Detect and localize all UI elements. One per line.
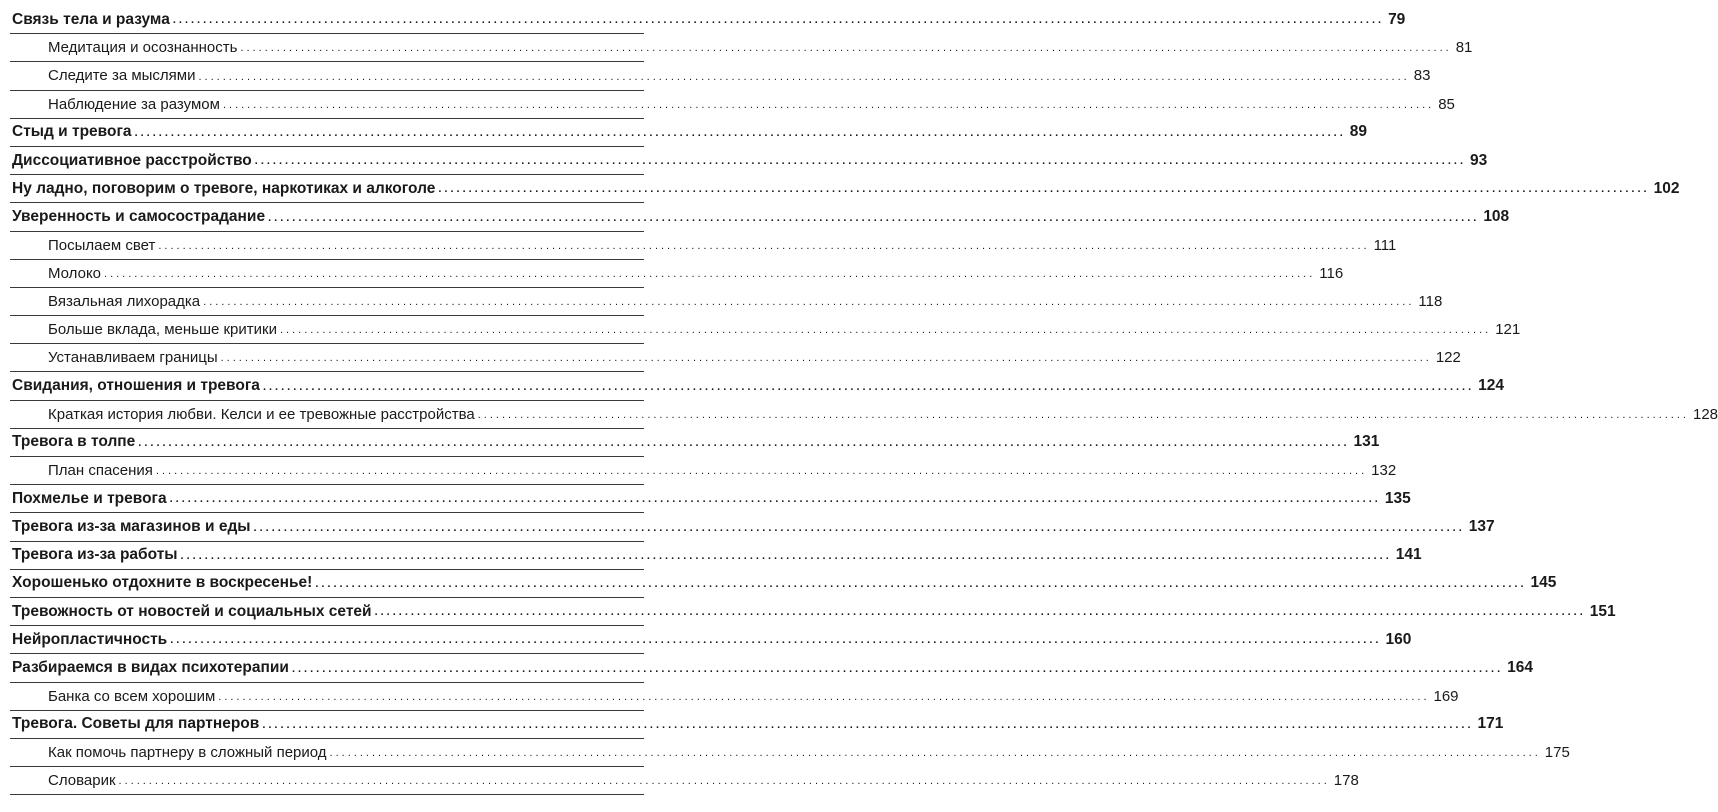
toc-section-entry [10, 91, 1455, 119]
dot-leader: ........................................................................................................................................................................................................ [170, 634, 1382, 647]
dot-leader: ........................................................................................................................................................................................................ [268, 211, 1480, 224]
toc-entry-title: Уверенность и самосострадание [12, 207, 266, 225]
toc-chapter-entry [10, 570, 1557, 598]
dot-leader: ........................................................................................................................................................................................................ [262, 380, 1475, 393]
toc-entry-title: Нейропластичность [12, 630, 168, 648]
toc-entry-title: План спасения [48, 462, 153, 480]
toc-chapter-entry [10, 119, 1368, 147]
toc-entry-title: Устанавливаем границы [48, 349, 218, 367]
toc-entry-page-number: 89 [1349, 123, 1368, 141]
toc-section-entry [10, 739, 1570, 767]
toc-entry-title: Тревога. Советы для партнеров [12, 715, 260, 733]
toc-section-entry [10, 288, 1443, 316]
toc-entry-page-number: 116 [1319, 264, 1344, 282]
toc-entry-title: Тревога из-за магазинов и еды [12, 517, 251, 535]
toc-entry-title: Посылаем свет [48, 236, 156, 254]
dot-leader: ........................................................................................................................................................................................................ [218, 690, 1430, 703]
toc-entry-page-number: 132 [1371, 462, 1397, 480]
toc-entry-title: Молоко [48, 264, 102, 282]
dot-leader: ........................................................................................................................................................................................................ [203, 296, 1415, 309]
dot-leader: ........................................................................................................................................................................................................ [180, 549, 1392, 562]
toc-entry-title: Тревога из-за работы [12, 546, 178, 564]
dot-leader: ........................................................................................................................................................................................................ [291, 662, 1504, 675]
dot-leader: ........................................................................................................................................................................................................ [138, 437, 1350, 449]
toc-entry-page-number: 145 [1530, 574, 1557, 592]
toc-entry-page-number: 118 [1418, 292, 1443, 310]
toc-entry-page-number: 108 [1483, 207, 1510, 225]
dot-leader: ........................................................................................................................................................................................................ [220, 352, 1432, 365]
toc-entry-page-number: 160 [1385, 630, 1412, 648]
toc-chapter-entry [10, 485, 1411, 513]
toc-entry-page-number: 141 [1395, 546, 1422, 564]
toc-chapter-entry [10, 175, 1680, 203]
toc-entry-page-number: 85 [1438, 95, 1455, 113]
toc-entry-title: Банка со всем хорошим [48, 687, 216, 705]
toc-entry-page-number: 102 [1653, 179, 1680, 197]
dot-leader: ........................................................................................................................................................................................................ [158, 239, 1370, 252]
toc-entry-title: Как помочь партнеру в сложный период [48, 743, 327, 761]
toc-entry-page-number: 81 [1455, 39, 1473, 57]
dot-leader: ........................................................................................................................................................................................................ [329, 747, 1541, 760]
toc-section-entry [10, 316, 1521, 344]
toc-chapter-entry [10, 598, 1616, 626]
toc-entry-title: Свидания, отношения и тревога [12, 377, 260, 395]
dot-leader: ........................................................................................................................................................................................................ [172, 14, 1385, 27]
toc-section-entry [10, 62, 1431, 90]
toc-entry-title: Разбираемся в видах психотерапии [12, 658, 289, 676]
toc-chapter-entry [10, 654, 1534, 682]
toc-entry-title: Наблюдение за разумом [48, 95, 220, 113]
toc-section-entry [10, 457, 1397, 485]
toc-entry-page-number: 178 [1333, 772, 1359, 790]
toc-entry-title: Медитация и осознанность [48, 39, 238, 57]
toc-chapter-entry [10, 513, 1495, 541]
toc-entry-title: Стыд и тревога [12, 123, 132, 141]
toc-entry-page-number: 93 [1470, 151, 1488, 169]
toc-entry-page-number: 124 [1478, 377, 1505, 395]
dot-leader: ........................................................................................................................................................................................................ [477, 408, 1689, 421]
toc-chapter-entry [10, 147, 1488, 175]
dot-leader: ........................................................................................................................................................................................................ [104, 267, 1316, 280]
toc-entry-page-number: 175 [1544, 743, 1570, 761]
toc-entry-title: Тревожность от новостей и социальных сетей [12, 602, 372, 620]
toc-entry-title: Ну ладно, поговорим о тревоге, наркотиках и алкоголе [12, 179, 436, 197]
toc-entry-page-number: 171 [1477, 715, 1504, 733]
toc-chapter-entry [10, 429, 1380, 457]
toc-section-entry [10, 232, 1397, 260]
toc-entry-page-number: 122 [1435, 349, 1461, 367]
toc-entry-title: Словарик [48, 772, 116, 790]
dot-leader: ........................................................................................................................................................................................................ [254, 155, 1466, 168]
dot-leader: ........................................................................................................................................................................................................ [438, 183, 1650, 196]
dot-leader: ........................................................................................................................................................................................................ [155, 465, 1368, 478]
toc-entry-page-number: 131 [1353, 433, 1380, 451]
toc-entry-page-number: 151 [1589, 602, 1616, 620]
dot-leader: ........................................................................................................................................................................................................ [240, 42, 1452, 55]
toc-section-entry [10, 34, 1473, 62]
dot-leader: ........................................................................................................................................................................................................ [222, 98, 1435, 111]
toc-entry-title: Похмелье и тревога [12, 489, 167, 507]
toc-entry-page-number: 169 [1433, 687, 1459, 705]
dot-leader: ........................................................................................................................................................................................................ [262, 718, 1474, 731]
toc-entry-title: Вязальная лихорадка [48, 292, 201, 310]
toc-chapter-entry [10, 542, 1422, 570]
dot-leader: ........................................................................................................................................................................................................ [279, 324, 1492, 337]
table-of-contents [10, 6, 1718, 795]
toc-entry-page-number: 135 [1384, 489, 1411, 507]
toc-chapter-entry [10, 711, 1504, 739]
toc-chapter-entry [10, 626, 1412, 654]
toc-chapter-entry [10, 372, 1505, 400]
dot-leader: ........................................................................................................................................................................................................ [253, 521, 1465, 534]
toc-entry-page-number: 79 [1388, 10, 1406, 28]
toc-entry-title: Хорошенько отдохните в воскресенье! [12, 574, 313, 592]
dot-leader: ........................................................................................................................................................................................................ [134, 126, 1346, 139]
toc-entry-page-number: 164 [1507, 658, 1534, 676]
toc-entry-page-number: 137 [1468, 517, 1495, 535]
toc-section-entry [10, 683, 1459, 711]
dot-leader: ........................................................................................................................................................................................................ [315, 577, 1527, 590]
toc-chapter-entry [10, 203, 1510, 231]
toc-entry-page-number: 83 [1413, 67, 1431, 85]
dot-leader: ........................................................................................................................................................................................................ [118, 775, 1330, 788]
dot-leader: ........................................................................................................................................................................................................ [374, 606, 1586, 619]
toc-section-entry [10, 767, 1359, 795]
toc-section-entry [10, 401, 1718, 429]
toc-entry-page-number: 111 [1373, 236, 1397, 254]
toc-entry-title: Следите за мыслями [48, 67, 196, 85]
dot-leader: ........................................................................................................................................................................................................ [198, 70, 1410, 83]
toc-section-entry [10, 260, 1344, 288]
dot-leader: ........................................................................................................................................................................................................ [169, 493, 1381, 506]
toc-chapter-entry [10, 6, 1406, 34]
toc-entry-title: Диссоциативное расстройство [12, 151, 252, 169]
toc-entry-page-number: 121 [1495, 321, 1521, 339]
toc-entry-page-number: 128 [1692, 405, 1718, 423]
toc-section-entry [10, 344, 1461, 372]
toc-entry-title: Тревога в толпе [12, 433, 136, 451]
toc-entry-title: Связь тела и разума [12, 10, 170, 28]
toc-entry-title: Больше вклада, меньше критики [48, 321, 277, 339]
toc-entry-title: Краткая история любви. Келси и ее тревожные расстройства [48, 405, 475, 423]
